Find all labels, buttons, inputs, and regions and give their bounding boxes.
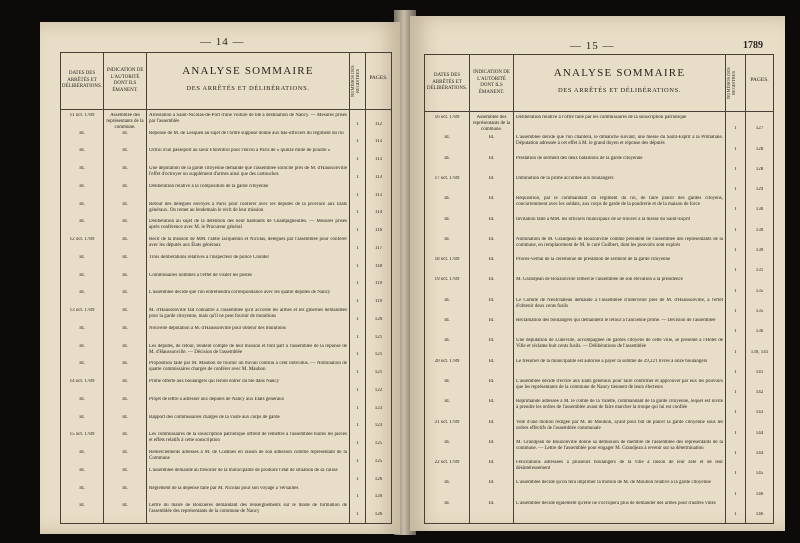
entry-summary: Délibération relative à la composition de la garde citoyenne	[149, 183, 269, 189]
entry-date: Id.	[79, 485, 85, 491]
entry-summary: Procès-verbal de la cérémonie de prestation de serment de la garde citoyenne	[516, 257, 671, 263]
table-row	[425, 420, 773, 438]
table-row	[61, 379, 391, 395]
entry-register-number: 1	[356, 458, 359, 464]
entry-page: 126	[374, 494, 383, 500]
header-analyse-subtitle: DES ARRÊTÉS ET DÉLIBÉRATIONS.	[186, 85, 310, 92]
entry-register-number: 1	[356, 245, 359, 251]
entry-page: 143	[755, 410, 764, 416]
entry-authority: Id.	[122, 219, 128, 225]
entry-authority: Assemblée des représentants de la commune.	[472, 115, 511, 132]
entry-authority: Id.	[488, 236, 495, 242]
table-row	[61, 450, 391, 466]
entry-authority: Id.	[488, 338, 495, 344]
entry-date: Id.	[79, 396, 85, 402]
entry-register-number: 1	[734, 308, 737, 314]
entry-summary: Rapport des commissaires chargés de la visite aux corps de garde	[149, 414, 280, 420]
entry-page: 113	[374, 174, 383, 180]
table-row	[61, 432, 391, 448]
header-numeros: NUMÉROS DES REGISTRES	[726, 67, 736, 99]
entry-page: 113	[374, 157, 383, 163]
entry-date: Id.	[79, 450, 85, 456]
entry-page: 116	[374, 228, 383, 234]
entry-summary: M. d'Haussonville fait connaître à l'assemblée qu'il accorde les armes et les gibernes demandées pour la garde citoyenne, mais qu'il ne peut fournir de munitions	[149, 308, 347, 320]
entry-register-number: 1	[734, 187, 737, 193]
entry-summary: L'assemblée décide qu'on fera imprimer la motion de M. de Mouhon relative à la garde citoyenne	[516, 480, 711, 486]
entry-page: 125	[374, 458, 383, 464]
entry-register-number: 1	[356, 370, 359, 376]
entry-page: 136	[755, 329, 764, 335]
entry-register-number: 1	[734, 511, 737, 517]
entry-summary: Prestation de serment des deux bataillons de la garde citoyenne	[516, 155, 643, 161]
entry-authority: Id.	[122, 450, 128, 456]
entry-date: Id.	[444, 480, 450, 486]
entry-summary: Délibération au sujet de la détention des neuf habitants de Champigneulles. — Mesures prises après conférence avec M. le Procureur général	[149, 219, 347, 231]
entry-register-number: 1	[356, 316, 359, 322]
entry-date: Id.	[79, 272, 85, 278]
table-row	[425, 318, 773, 336]
entry-date: 16 oct. 1789	[434, 115, 460, 120]
entry-date: Id.	[79, 290, 85, 296]
entry-summary: L'assemblée décide que l'on chantera, le dimanche suivant, une messe du Saint-Esprit à la Primatiale. Députation adressée à cet effet à M. le grand doyen et réponse des députés	[516, 135, 723, 147]
entry-register-number: 1	[734, 126, 737, 132]
entry-summary: Diminution de la prime accordée aux boulangers	[516, 175, 614, 181]
entry-page: 146	[755, 511, 764, 517]
entry-summary: Proposition faite par M. Maubon de fournir un travail continu à cent individus. — Nomination de quatre commissaires chargés de conférer avec M. Maubon	[149, 361, 347, 373]
entry-summary: Réponse de M. de Lesquen au sujet de l'ordre supposé donné aux bas-officiers du régiment du roi	[149, 130, 344, 136]
entry-page: 130	[755, 227, 764, 233]
header-numeros: NUMÉROS DES REGISTRES	[350, 65, 360, 97]
entry-summary: Commissaires nommés à l'effet de visiter les postes	[149, 272, 252, 278]
header-dates: DATES DES ARRÊTÉS ET DÉLIBÉRATIONS.	[61, 71, 103, 90]
entry-register-number: 1	[356, 441, 359, 447]
table-row	[61, 131, 391, 147]
entry-authority: Id.	[122, 290, 128, 296]
entry-page: 135	[755, 288, 764, 294]
entry-authority: Id.	[122, 485, 128, 491]
entry-authority: Id.	[122, 343, 128, 349]
entry-register-number: 1	[356, 352, 359, 358]
entry-authority: Id.	[488, 196, 495, 202]
entry-authority: Id.	[488, 297, 495, 303]
table-row	[61, 326, 391, 342]
entry-date: Id.	[444, 378, 450, 384]
entry-date: Id.	[444, 216, 450, 222]
table-row	[425, 115, 773, 133]
entry-date: 17 oct. 1789	[434, 175, 460, 181]
entry-summary: Réquisition, par le commandant du régiment du roi, de faire placer des gardes citoyens, concurremment avec les soldats, aux corps de garde de la poudrerie et de la maison de force	[516, 196, 723, 208]
entry-page: 123	[374, 405, 383, 411]
entry-summary: L'assemblée décide que l'on entretiendra correspondance avec les quatre députés de Nancy	[149, 290, 331, 296]
entry-summary: M. Grandjean de Bouzonville donne sa démission de membre de l'assemblée des représentants de la commune. — Lettre de l'assemblée pour engager M. Grandjean à revenir sur sa détermination	[516, 439, 723, 451]
table-row	[61, 237, 391, 253]
entry-summary: Une députation de Lunéville, accompagnée de gardes citoyens de cette ville, se présente à l'Hôtel de Ville et réclame huit cents fusils. — Délibérations de l'assemblée	[516, 338, 723, 350]
entry-authority: Id.	[122, 166, 128, 172]
right-page	[410, 16, 785, 531]
entry-authority: Id.	[488, 358, 495, 364]
entry-page: 125	[374, 441, 383, 447]
entry-page: 146	[755, 491, 764, 497]
table-row	[61, 415, 391, 431]
entry-summary: Lettre du maire de Bouzières demandant des renseignements sur le mode de formation de l'assemblée des représentants de la commune de Nancy	[149, 503, 347, 515]
entry-page: 130	[755, 248, 764, 254]
entry-authority: Id.	[122, 201, 128, 207]
table-row	[425, 237, 773, 255]
entry-authority: Id.	[122, 396, 128, 402]
entry-date: Id.	[444, 500, 450, 506]
table-row	[61, 344, 391, 360]
entry-page: 127	[755, 126, 764, 132]
header-analyse-subtitle: DES ARRÊTÉS ET DÉLIBÉRATIONS.	[557, 87, 682, 94]
table-row	[425, 379, 773, 397]
register-table	[60, 52, 392, 524]
table-row	[61, 486, 391, 502]
entry-register-number: 1	[356, 511, 359, 517]
left-page	[40, 22, 400, 534]
entry-register-number: 1	[356, 210, 359, 216]
entry-authority: Id.	[488, 175, 495, 181]
entry-date: Id.	[79, 325, 85, 331]
entry-register-number: 1	[734, 268, 737, 274]
table-row	[425, 399, 773, 417]
entry-register-number: 1	[356, 281, 359, 287]
table-row	[425, 196, 773, 214]
entry-page: 112	[374, 121, 383, 127]
table-row	[61, 166, 391, 182]
table-row	[61, 308, 391, 324]
table-row	[61, 290, 391, 306]
entry-date: Id.	[79, 254, 85, 260]
entry-register-number: 1	[734, 288, 737, 294]
table-row	[61, 503, 391, 519]
entry-authority: Id.	[488, 216, 495, 222]
entry-authority: Id.	[122, 308, 128, 314]
entry-authority: Id.	[122, 503, 128, 509]
entry-register-number: 1	[734, 227, 737, 233]
entry-authority: Id.	[122, 467, 128, 473]
entry-register-number: 1	[356, 263, 359, 269]
entry-summary: Arrestation à Saint-Nicolas-de-Port d'une voiture de blé à destination de Nancy. — Mesures prises par l'assemblée	[149, 113, 347, 124]
entry-register-number: 1	[734, 166, 737, 172]
entry-date: 15 oct. 1789	[69, 432, 95, 438]
entry-summary: Retour des délégués envoyés à Paris pour conférer avec les députés de la province aux États généraux. On remet au lendemain le récit de leur mission	[149, 201, 347, 213]
entry-page: 123	[374, 423, 383, 429]
entry-authority: Id.	[122, 361, 128, 367]
entry-page: 119	[374, 281, 383, 287]
table-row	[61, 255, 391, 271]
entry-page: 126	[374, 476, 383, 482]
entry-page: 117	[374, 245, 383, 251]
entry-page: 131	[755, 268, 764, 274]
entry-register-number: 1	[734, 207, 737, 213]
entry-register-number: 1	[356, 334, 359, 340]
entry-date: Id.	[444, 236, 450, 242]
entry-summary: Félicitations adressées à plusieurs boulangers de la ville à raison de leur zèle et de leur désintéressement	[516, 460, 723, 472]
entry-summary: M. Grandjean de Bouzonville remercie l'assemblée de son élévation à la présidence	[516, 277, 683, 283]
table-row	[425, 298, 773, 316]
table-row	[425, 257, 773, 275]
entry-authority: Id.	[122, 432, 128, 438]
table-row	[425, 176, 773, 194]
entry-authority: Id.	[488, 277, 495, 283]
entry-date: Id.	[444, 399, 450, 405]
entry-date: Id.	[444, 297, 450, 303]
header-indication: INDICATION DE L'AUTORITÉ DONT ILS ÉMANENT.	[473, 70, 510, 95]
entry-date: Id.	[79, 503, 85, 509]
table-row	[425, 156, 773, 174]
table-row	[425, 501, 773, 519]
entry-register-number: 1	[734, 471, 737, 477]
entry-summary: Réprimande adressée à M. le comte de la Valette, commandant de la garde citoyenne, lequel est invité à prendre les ordres de l'assemblée avant de faire marcher la troupe qui lui est confiée	[516, 399, 723, 411]
entry-authority: Id.	[488, 378, 495, 384]
entry-date: Id.	[79, 361, 85, 367]
entry-page: 120	[374, 316, 383, 322]
entry-authority: Id.	[488, 257, 495, 263]
entry-date: Id.	[444, 439, 450, 445]
entry-register-number: 1	[734, 491, 737, 497]
table-row	[425, 480, 773, 498]
entry-summary: Les commissaires de la souscription patriotique offrent de remettre à l'assemblée toutes les pièces et effets relatifs à cette souscription	[149, 432, 347, 444]
table-row	[61, 273, 391, 289]
entry-date: Id.	[79, 166, 85, 172]
entry-date: Id.	[444, 155, 450, 161]
entry-date: 11 oct. 1789	[69, 113, 95, 118]
entry-date: Id.	[79, 343, 85, 349]
entry-date: 13 oct. 1789	[69, 308, 95, 314]
entry-register-number: 1	[734, 146, 737, 152]
entry-register-number: 1	[734, 329, 737, 335]
entry-date: 18 oct. 1789	[434, 257, 460, 263]
table-row	[61, 397, 391, 413]
page-number: — 15 —	[570, 40, 615, 52]
entry-register-number: 1	[356, 121, 359, 127]
entry-register-number: 1	[356, 387, 359, 393]
header-indication: INDICATION DE L'AUTORITÉ DONT ILS ÉMANENT.	[106, 68, 144, 93]
table-row	[61, 148, 391, 164]
entry-date: Id.	[444, 318, 450, 323]
entry-date: Id.	[79, 130, 85, 136]
entry-register-number: 1	[734, 248, 737, 254]
entry-page: 142	[755, 390, 764, 396]
entry-date: Id.	[79, 201, 85, 207]
entry-summary: Nomination de M. Grandjean de Bouzonville comme président de l'assemblée des représentants de la commune, en remplacement de M. le curé Guilbert, dont les pouvoirs sont expirés	[516, 236, 723, 248]
entry-date: Id.	[79, 219, 85, 225]
table-row	[425, 135, 773, 153]
entry-page: 145	[755, 471, 764, 477]
entry-page: 128	[755, 166, 764, 172]
entry-authority: Id.	[122, 254, 128, 260]
entry-date: Id.	[79, 183, 85, 189]
page-year: 1789	[743, 40, 763, 51]
entry-register-number: 1	[356, 476, 359, 482]
entry-register-number: 1	[734, 410, 737, 416]
entry-register-number: 1	[356, 192, 359, 198]
entry-register-number: 1	[356, 494, 359, 500]
entry-page: 119	[374, 299, 383, 305]
entry-register-number: 1	[356, 228, 359, 234]
entry-authority: Id.	[488, 500, 495, 506]
entry-authority: Id.	[488, 155, 495, 161]
entry-page: 113	[374, 192, 383, 198]
entry-authority: Id.	[122, 272, 128, 278]
entry-page: 121	[374, 370, 383, 376]
entry-page: 121	[374, 352, 383, 358]
entry-date: Id.	[444, 338, 450, 344]
entry-authority: Id.	[488, 480, 495, 486]
entry-authority: Id.	[488, 135, 495, 141]
header-analyse-title: ANALYSE SOMMAIRE	[553, 67, 686, 79]
entry-summary: L'assemblée décide également qu'elle ne s'occupera plus de demander des armes pour d'autres villes	[516, 500, 716, 506]
entry-date: Id.	[79, 467, 85, 473]
entry-authority: Id.	[122, 414, 128, 420]
entry-page: 135	[755, 308, 764, 314]
entry-page: 126	[374, 511, 383, 517]
entry-date: 12 oct. 1789	[69, 237, 95, 243]
entry-authority: Id.	[122, 379, 128, 385]
entry-date: Id.	[444, 135, 450, 141]
entry-page: 128	[755, 146, 764, 152]
entry-authority: Id.	[488, 318, 495, 323]
table-row	[61, 202, 391, 218]
entry-summary: Une députation de la garde citoyenne demande que l'assemblée sollicite près de M. d'Haussonville l'effet d'octroyer un supplément d'armes ainsi que des cartouches	[149, 166, 347, 178]
table-row	[425, 217, 773, 235]
entry-summary: L'assemblée décide d'écrire aux États généraux pour faire confirmer et approuver par eux les pouvoirs que les représentants de la commune de Nancy tiennent de leurs électeurs	[516, 378, 723, 390]
entry-date: Id.	[79, 148, 85, 154]
entry-authority: Id.	[122, 148, 128, 154]
entry-summary: Invitation faite à MM. les officiers municipaux de se trouver à la messe du Saint-Esprit	[516, 216, 691, 222]
entry-page: 144	[755, 430, 764, 436]
entry-page: 139, 141	[750, 349, 769, 355]
table-row	[425, 359, 773, 377]
entry-page: 144	[755, 451, 764, 457]
table-row	[61, 113, 391, 129]
entry-date: 22 oct. 1789	[434, 460, 460, 466]
entry-authority: Id.	[122, 325, 128, 331]
entry-date: 19 oct. 1789	[434, 277, 460, 283]
entry-register-number: 1	[356, 174, 359, 180]
entry-register-number: 1	[734, 430, 737, 436]
entry-register-number: 1	[356, 423, 359, 429]
entry-page: 114	[374, 210, 383, 216]
entry-authority: Id.	[488, 439, 495, 445]
table-row	[61, 468, 391, 484]
entry-summary: Délibération relative à l'offre faite par les commissaires de la souscription patriotique	[516, 115, 687, 120]
entry-date: 14 oct. 1789	[69, 379, 95, 385]
entry-authority: Id.	[488, 399, 495, 405]
entry-register-number: 1	[356, 157, 359, 163]
entry-authority: Id.	[122, 183, 128, 189]
entry-register-number: 1	[734, 369, 737, 375]
entry-date: Id.	[79, 414, 85, 420]
table-row	[425, 338, 773, 356]
entry-register-number: 1	[734, 349, 737, 355]
entry-date: Id.	[444, 196, 450, 202]
entry-summary: Trois délibérations relatives à l'inspecteur de police Clondel	[149, 254, 269, 260]
table-row	[425, 440, 773, 458]
table-row	[61, 361, 391, 377]
entry-summary: Octroi d'un passeport au sieur Florentrol pour l'envoi à Paris de « quinze mille de poudre »	[149, 148, 331, 154]
header-dates: DATES DES ARRÊTÉS ET DÉLIBÉRATIONS.	[426, 73, 468, 92]
entry-page: 141	[755, 369, 764, 375]
entry-summary: Prime offerte aux boulangers qui feront entrer du blé dans Nancy	[149, 379, 280, 385]
register-table	[424, 54, 774, 524]
entry-register-number: 1	[734, 451, 737, 457]
table-row	[425, 277, 773, 295]
entry-summary: L'assemblée demande au trésorier de la municipalité de produire l'état de situation de sa caisse	[149, 467, 338, 473]
entry-page: 121	[374, 334, 383, 340]
entry-summary: Remerciements adressés à M. de Custines en raison de son adhésion comme représentant de la Commune	[149, 450, 347, 462]
entry-date: 21 oct. 1789	[434, 419, 460, 425]
entry-register-number: 1	[356, 405, 359, 411]
entry-page: 129	[755, 187, 764, 193]
table-row	[61, 184, 391, 200]
entry-summary: Projet de lettre à adresser aux députés de Nancy aux États généraux	[149, 396, 285, 402]
entry-authority: Id.	[122, 237, 128, 243]
entry-summary: Le trésorier de la municipalité est autorisé à payer la somme de 29,221 livres à onze boulangers	[516, 358, 708, 364]
entry-summary: Récit de la mission de MM. l'abbé Jacquemin et Nicolas, délégués par l'assemblée pour conférer avec les députés aux États généraux	[149, 237, 347, 249]
entry-date: 20 oct. 1789	[434, 358, 460, 364]
entry-summary: Le Comité de Neufchâteau demande à l'assemblée d'intervenir près de M. d'Haussonville, à l'effet d'obtenir deux cents fusils	[516, 297, 723, 309]
entry-summary: Règlement de la dépense faite par M. Nicolas pour son voyage à Versailles	[149, 485, 299, 491]
entry-summary: Vote d'une motion rédigée par M. de Mouhon, ayant pour but de placer la garde citoyenne sous les ordres effectifs de l'assemblée communale	[516, 419, 723, 431]
entry-page: 130	[755, 207, 764, 213]
header-analyse-title: ANALYSE SOMMAIRE	[182, 65, 314, 77]
table-row	[425, 460, 773, 478]
entry-summary: Les députés, de retour, rendent compte de leur mission et font part à l'assemblée de la réponse de M. d'Haussonville. — Décision de l'assemblée	[149, 343, 347, 355]
entry-authority: Id.	[488, 419, 495, 425]
header-pages: PAGES.	[369, 75, 388, 81]
entry-authority: Assemblée des représentants de la commune.	[106, 113, 144, 129]
entry-summary: Réclamation des boulangers qui demandent le retour à l'ancienne prime. — Décision de l'assemblée	[516, 318, 716, 323]
header-pages: PAGES.	[750, 77, 769, 83]
entry-authority: Id.	[488, 460, 495, 466]
entry-summary: Nouvelle députation à M. d'Haussonville pour obtenir des munitions	[149, 325, 286, 331]
entry-page: 118	[374, 263, 383, 269]
page-number: — 14 —	[200, 36, 245, 48]
entry-register-number: 1	[356, 299, 359, 305]
entry-authority: Id.	[122, 130, 128, 136]
entry-page: 122	[374, 387, 383, 393]
table-row	[61, 219, 391, 235]
entry-page: 113	[374, 139, 383, 145]
entry-register-number: 1	[356, 139, 359, 145]
entry-register-number: 1	[734, 390, 737, 396]
